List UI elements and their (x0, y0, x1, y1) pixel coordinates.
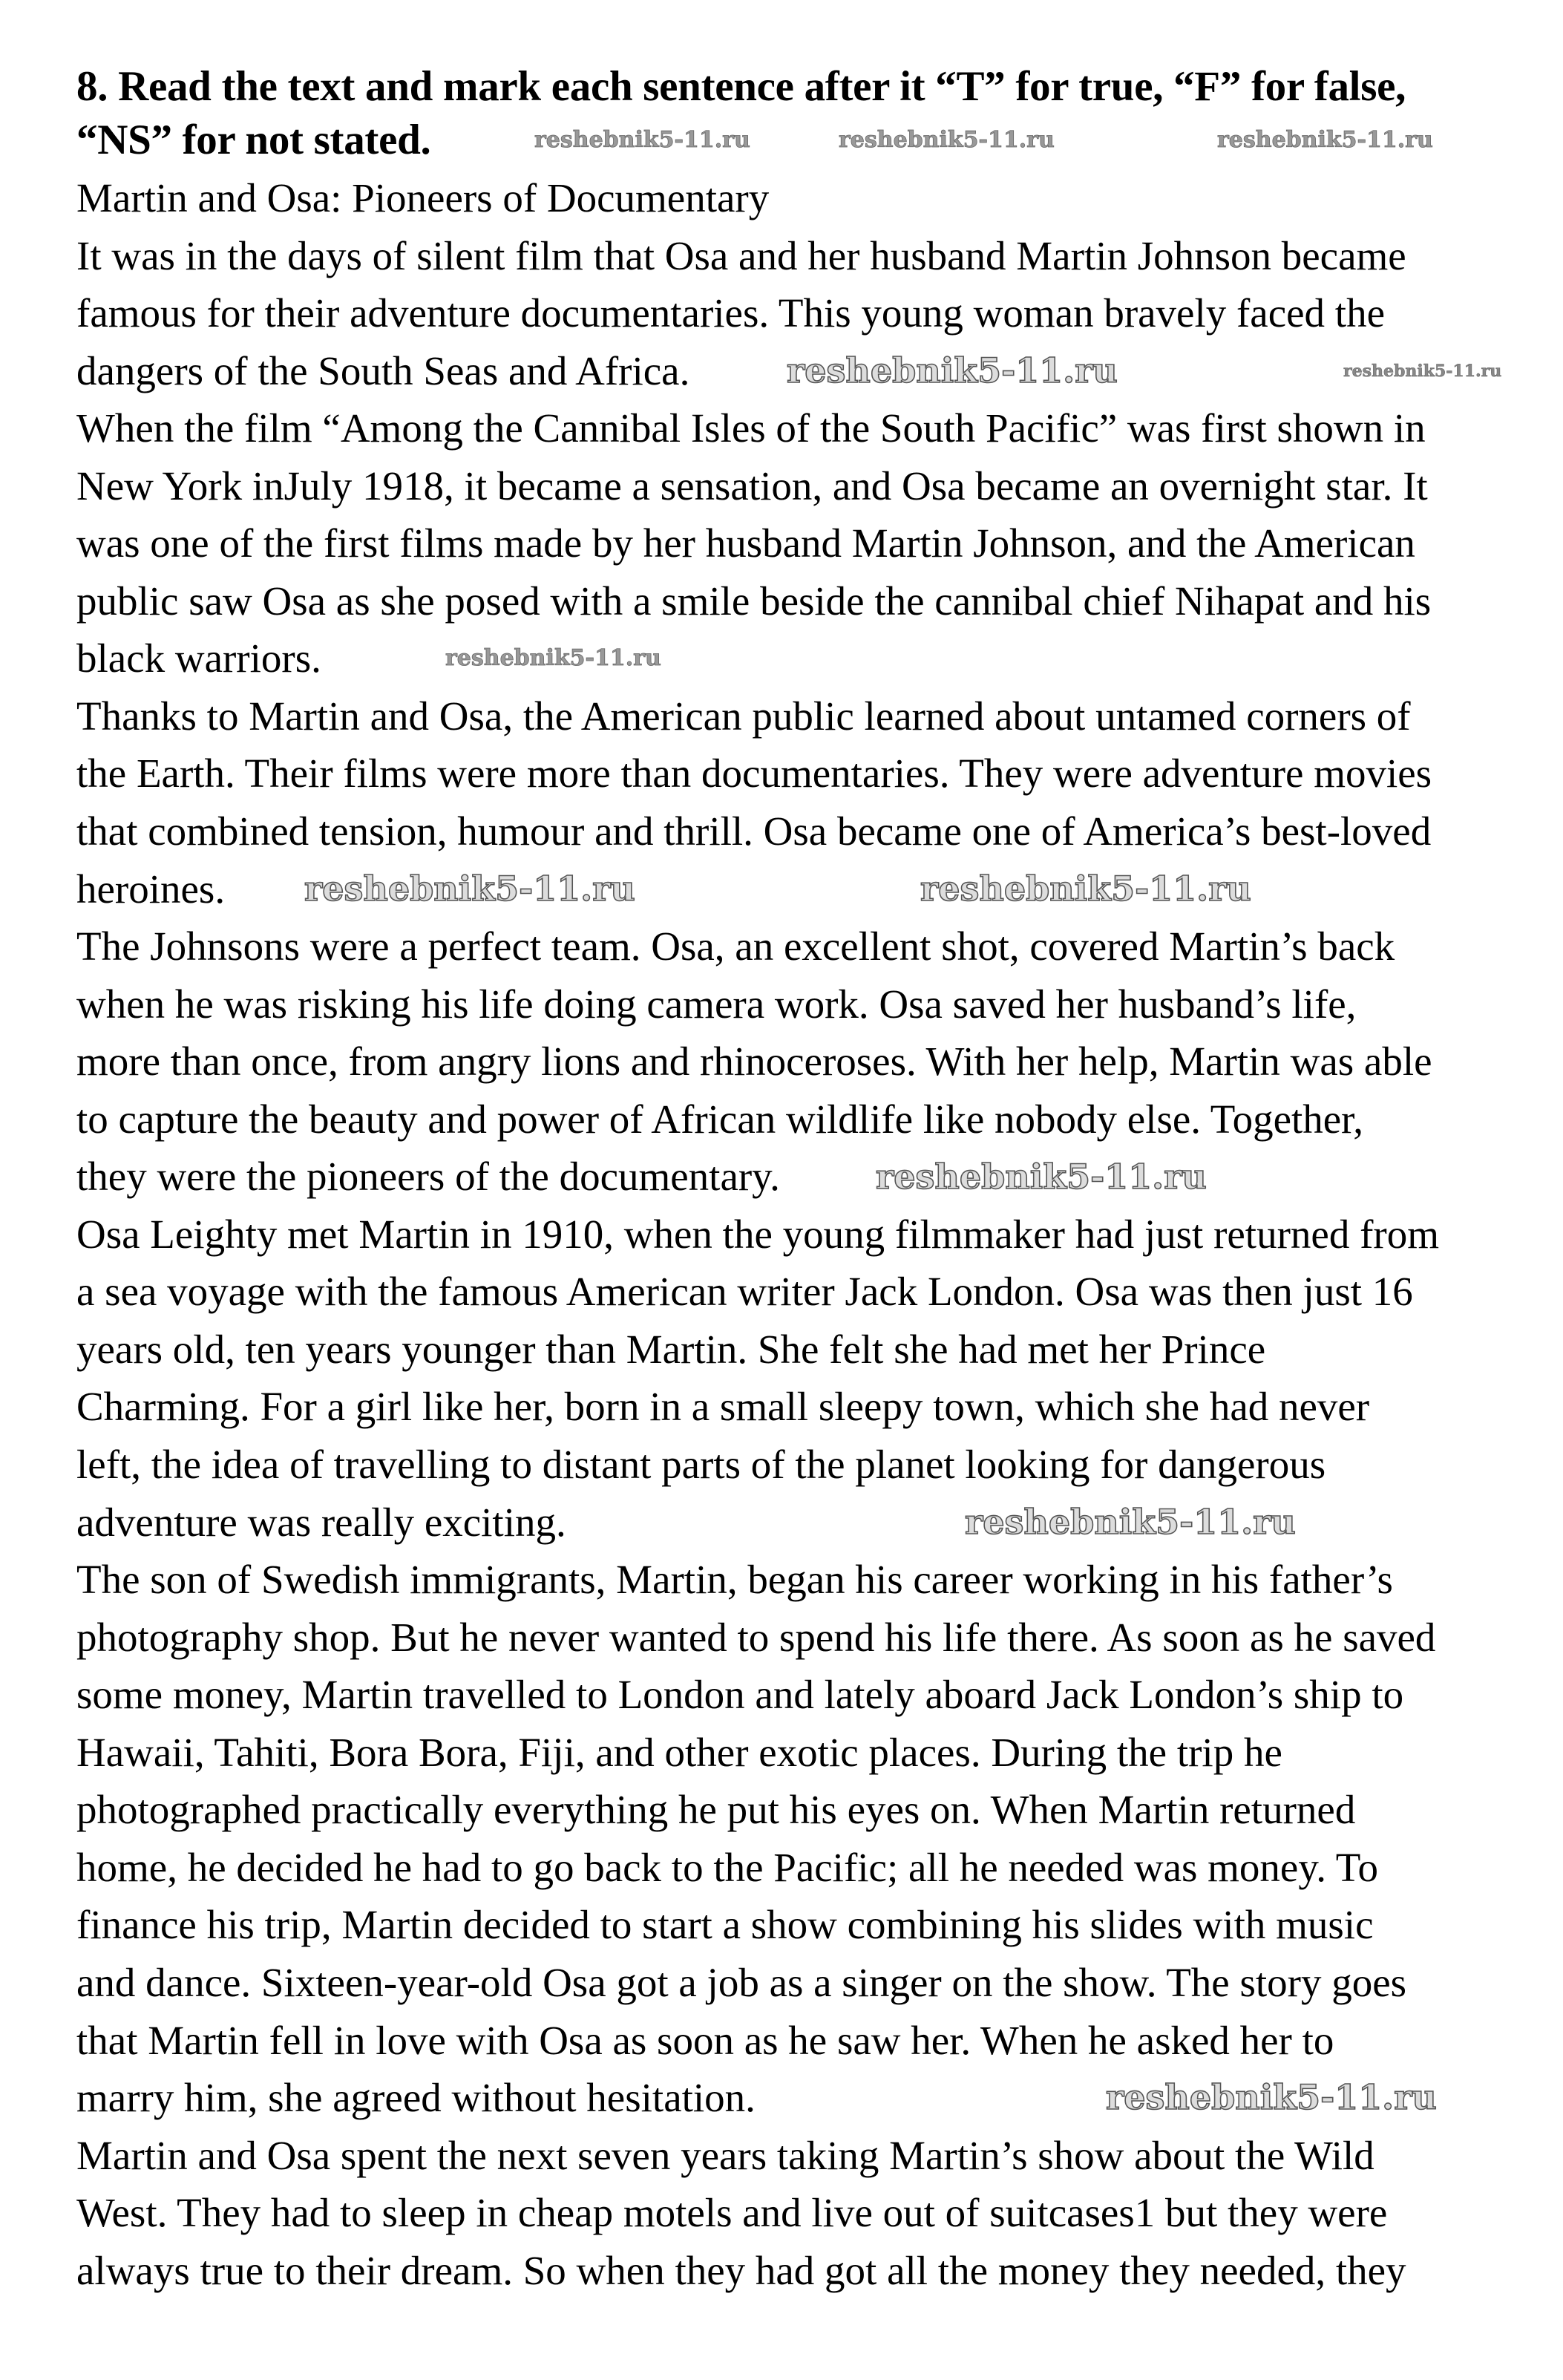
watermark-text: reshebnik5-11.ru (787, 350, 1118, 390)
article-line: the Earth. Their films were more than documentaries. They were adventure movies (76, 751, 1432, 797)
watermark-text: reshebnik5-11.ru (1106, 2077, 1437, 2118)
article-line: heroines. (76, 866, 226, 912)
article-line: some money, Martin travelled to London and lately aboard Jack London’s ship to (76, 1672, 1404, 1718)
article-line: marry him, she agreed without hesitation. (76, 2075, 756, 2121)
article-line: they were the pioneers of the documentary. (76, 1154, 780, 1200)
article-line: public saw Osa as she posed with a smile beside the cannibal chief Nihapat and his (76, 578, 1432, 624)
article-line: The Johnsons were a perfect team. Osa, an excellent shot, covered Martin’s back (76, 923, 1395, 970)
article-line: black warriors. (76, 635, 321, 681)
article-line: was one of the first films made by her husband Martin Johnson, and the American (76, 520, 1415, 566)
watermark-text: reshebnik5-11.ru (839, 127, 1055, 153)
article-line: that Martin fell in love with Osa as soon as he saw her. When he asked her to (76, 2017, 1334, 2063)
article-line: Charming. For a girl like her, born in a small sleepy town, which she had never (76, 1384, 1370, 1430)
task-heading-line-1: 8. Read the text and mark each sentence after it “T” for true, “F” for false, (76, 63, 1406, 110)
task-heading-line-2: “NS” for not stated. (76, 117, 431, 163)
watermark-text: reshebnik5-11.ru (1343, 361, 1502, 381)
article-line: New York inJuly 1918, it became a sensation, and Osa became an overnight star. It (76, 462, 1428, 509)
article-line: and dance. Sixteen-year-old Osa got a job as a singer on the show. The story goes (76, 1959, 1407, 2005)
article-line: finance his trip, Martin decided to start a show combining his slides with music (76, 1902, 1374, 1948)
article-line: that combined tension, humour and thrill. Osa became one of America’s best-loved (76, 808, 1432, 854)
watermark-text: reshebnik5-11.ru (1217, 127, 1433, 153)
article-line: Osa Leighty met Martin in 1910, when the young filmmaker had just returned from (76, 1211, 1439, 1257)
article-line: famous for their adventure documentaries. This young woman bravely faced the (76, 290, 1385, 336)
article-line: West. They had to sleep in cheap motels and live out of suitcases1 but they were (76, 2190, 1388, 2236)
watermark-text: reshebnik5-11.ru (304, 868, 635, 909)
article-text (76, 169, 1439, 2299)
article-line: home, he decided he had to go back to the Pacific; all he needed was money. To (76, 1844, 1379, 1890)
article-line: when he was risking his life doing camera work. Osa saved her husband’s life, (76, 981, 1357, 1027)
watermark-text: reshebnik5-11.ru (965, 1501, 1296, 1542)
article-title: Martin and Osa: Pioneers of Documentary (76, 175, 770, 220)
article-line: adventure was really exciting. (76, 1499, 566, 1545)
article-line: left, the idea of travelling to distant parts of the planet looking for dangerous (76, 1442, 1326, 1488)
article-line: years old, ten years younger than Martin. She felt she had met her Prince (76, 1326, 1266, 1372)
article-line: When the film “Among the Cannibal Isles of the South Pacific” was first shown in (76, 405, 1426, 451)
article-line: Hawaii, Tahiti, Bora Bora, Fiji, and other exotic places. During the trip he (76, 1729, 1282, 1775)
watermark-text: reshebnik5-11.ru (876, 1156, 1207, 1197)
article-line: to capture the beauty and power of African wildlife like nobody else. Together, (76, 1096, 1364, 1142)
article-line: photographed practically everything he put his eyes on. When Martin returned (76, 1787, 1356, 1833)
article-line: photography shop. But he never wanted to spend his life there. As soon as he saved (76, 1614, 1436, 1660)
article-line: Martin and Osa spent the next seven years taking Martin’s show about the Wild (76, 2132, 1374, 2178)
article-line: always true to their dream. So when they had got all the money they needed, they (76, 2247, 1406, 2293)
watermark-text: reshebnik5-11.ru (445, 645, 661, 672)
watermark-text: reshebnik5-11.ru (920, 868, 1251, 909)
article-line: more than once, from angry lions and rhinoceroses. With her help, Martin was able (76, 1039, 1432, 1085)
article-line: a sea voyage with the famous American writer Jack London. Osa was then just 16 (76, 1269, 1413, 1315)
article-line: It was in the days of silent film that Osa and her husband Martin Johnson became (76, 232, 1406, 278)
article-line: The son of Swedish immigrants, Martin, began his career working in his father’s (76, 1557, 1393, 1603)
article-line: Thanks to Martin and Osa, the American public learned about untamed corners of (76, 693, 1411, 739)
article-line: dangers of the South Seas and Africa. (76, 347, 690, 393)
watermark-text: reshebnik5-11.ru (534, 127, 750, 153)
